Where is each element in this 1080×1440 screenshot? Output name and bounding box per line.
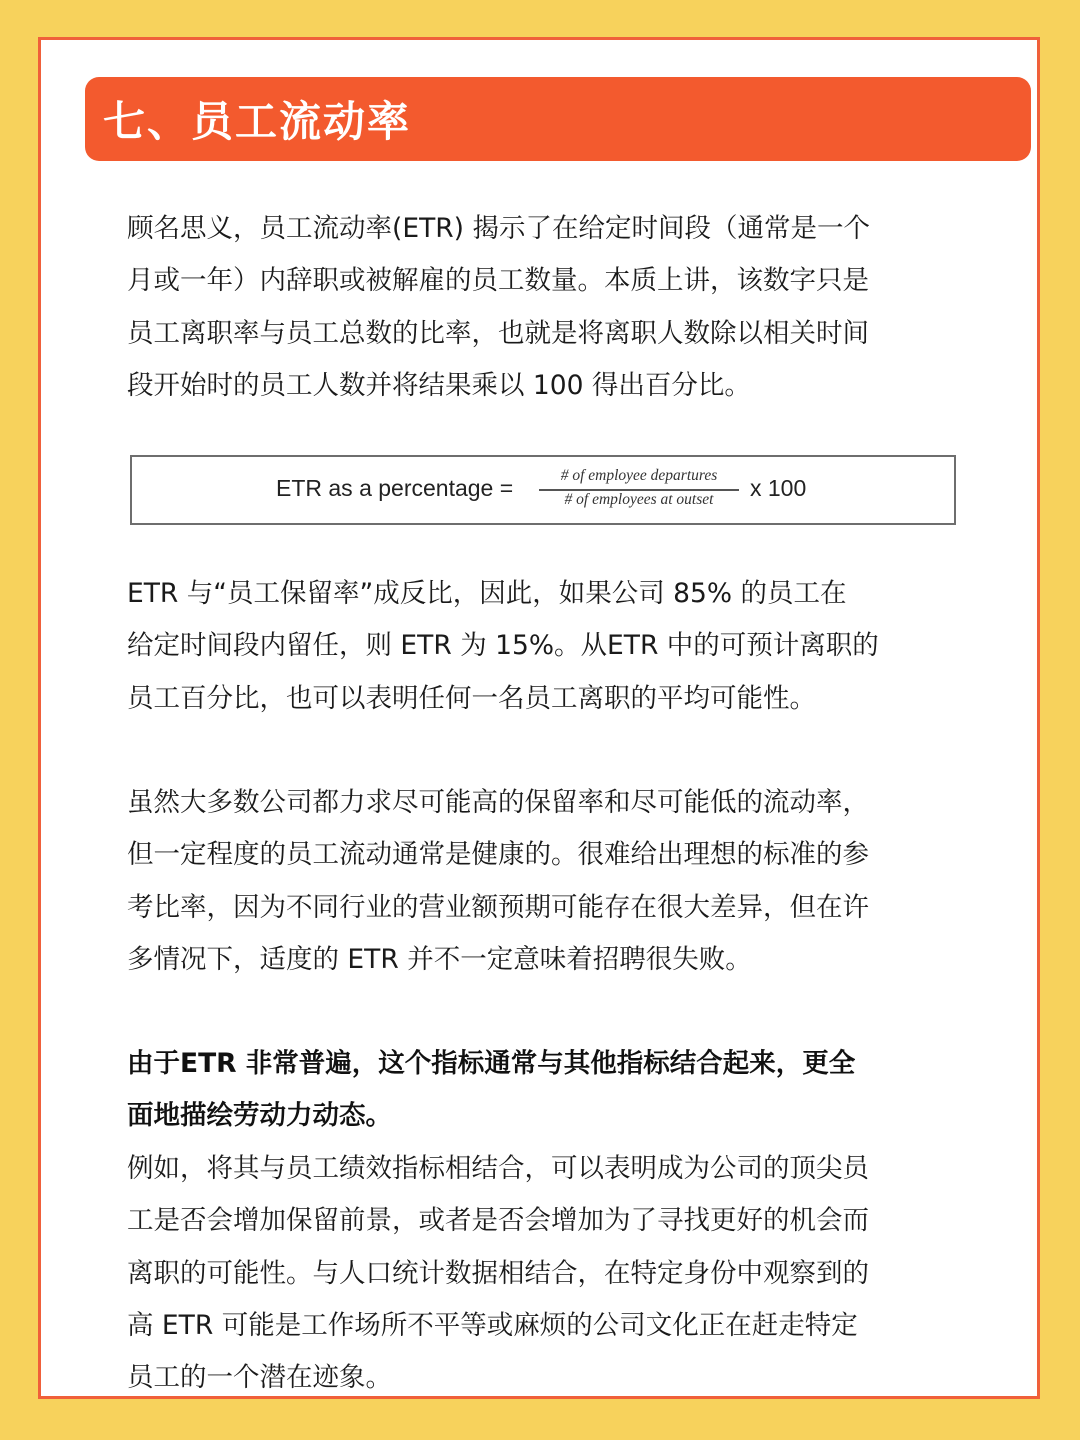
paragraph-healthy-turnover — [127, 777, 957, 987]
text-line: ETR 与“员工保留率”成反比，因此，如果公司 85% 的员工在 — [127, 578, 847, 609]
text-line: 高 ETR 可能是工作场所不平等或麻烦的公司文化正在赶走特定 — [127, 1310, 858, 1342]
text-line: 虽然大多数公司都力求尽可能高的保留率和尽可能低的流动率， — [127, 787, 869, 818]
paragraph-intro — [127, 203, 957, 413]
bold-text-line: 由于ETR 非常普遍，这个指标通常与其他指标结合起来，更全 — [127, 1048, 856, 1079]
text-line: 员工离职率与员工总数的比率，也就是将离职人数除以相关时间 — [127, 317, 869, 349]
text-line: 段开始时的员工人数并将结果乘以 100 得出百分比。 — [127, 370, 751, 402]
formula-label: ETR as a percentage = — [276, 475, 514, 501]
section-header — [85, 77, 1031, 161]
text-line: 多情况下，适度的 ETR 并不一定意味着招聘很失败。 — [127, 944, 752, 976]
content-card — [38, 37, 1040, 1399]
paragraph-inverse — [127, 568, 957, 725]
formula-numerator: # of employee departures — [560, 467, 718, 484]
bold-text-line: 面地描绘劳动力动态。 — [127, 1100, 392, 1132]
formula-multiplier: x 100 — [750, 475, 807, 501]
text-line: 顾名思义，员工流动率(ETR) 揭示了在给定时间段（通常是一个 — [127, 213, 870, 244]
formula-denominator: # of employees at outset — [564, 491, 714, 508]
formula-fraction — [537, 465, 741, 517]
text-line: 工是否会增加保留前景，或者是否会增加为了寻找更好的机会而 — [127, 1205, 869, 1237]
text-line: 员工的一个潜在迹象。 — [127, 1362, 392, 1394]
text-line: 月或一年）内辞职或被解雇的员工数量。本质上讲，该数字只是 — [127, 265, 869, 297]
text-line: 给定时间段内留任，则 ETR 为 15%。从ETR 中的可预计离职的 — [127, 630, 879, 662]
formula-box — [130, 455, 956, 525]
text-line: 离职的可能性。与人口统计数据相结合，在特定身份中观察到的 — [127, 1257, 869, 1289]
text-line: 但一定程度的员工流动通常是健康的。很难给出理想的标准的参 — [127, 839, 869, 871]
section-title: 七、员工流动率 — [103, 97, 412, 146]
text-line: 考比率，因为不同行业的营业额预期可能存在很大差异，但在许 — [127, 891, 869, 923]
paragraph-combined-metrics — [127, 1038, 957, 1405]
text-line: 例如，将其与员工绩效指标相结合，可以表明成为公司的顶尖员 — [127, 1152, 869, 1184]
text-line: 员工百分比，也可以表明任何一名员工离职的平均可能性。 — [127, 682, 816, 714]
